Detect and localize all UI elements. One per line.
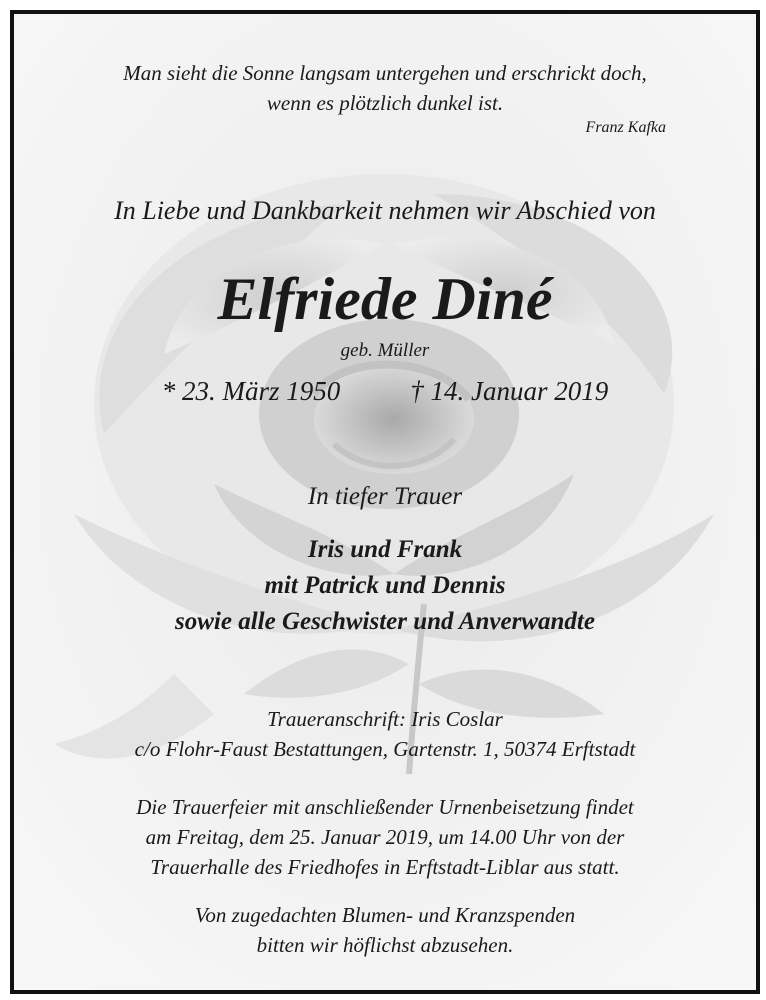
family-line-2: mit Patrick und Dennis [264, 572, 506, 599]
maiden-name: geb. Müller [340, 340, 430, 361]
obituary-frame [10, 10, 760, 994]
deceased-name: Elfriede Diné [217, 266, 553, 332]
flower-note [14, 900, 756, 960]
quote-author: Franz Kafka [585, 119, 666, 136]
flower-line-1: Von zugedachten Blumen- und Kranzspenden [194, 903, 576, 927]
ceremony-line-1: Die Trauerfeier mit anschließender Urnenbeisetzung findet [136, 795, 634, 819]
farewell-intro: In Liebe und Dankbarkeit nehmen wir Abschied von [114, 196, 656, 225]
flower-line-2: bitten wir höflichst abzusehen. [256, 933, 514, 957]
ceremony-line-3: Trauerhalle des Friedhofes in Erftstadt-Liblar aus statt. [150, 855, 620, 879]
address-line-2: c/o Flohr-Faust Bestattungen, Gartenstr. 1, 50374 Erftstadt [134, 737, 636, 761]
quote-line-2: wenn es plötzlich dunkel ist. [266, 91, 504, 115]
address-line-1: Traueranschrift: Iris Coslar [267, 707, 503, 731]
family-line-3: sowie alle Geschwister und Anverwandte [175, 608, 595, 635]
family-names [14, 532, 756, 640]
death-date: † 14. Januar 2019 [410, 376, 609, 406]
kafka-quote [14, 58, 756, 118]
ceremony-line-2: am Freitag, dem 25. Januar 2019, um 14.00 Uhr von der [145, 825, 625, 849]
ceremony-details [14, 792, 756, 882]
quote-line-1: Man sieht die Sonne langsam untergehen und erschrickt doch, [123, 61, 647, 85]
family-line-1: Iris und Frank [307, 536, 463, 563]
mourning-line: In tiefer Trauer [307, 483, 463, 510]
birth-date: * 23. März 1950 [161, 376, 341, 406]
life-dates [14, 374, 756, 408]
mourning-address [14, 704, 756, 764]
